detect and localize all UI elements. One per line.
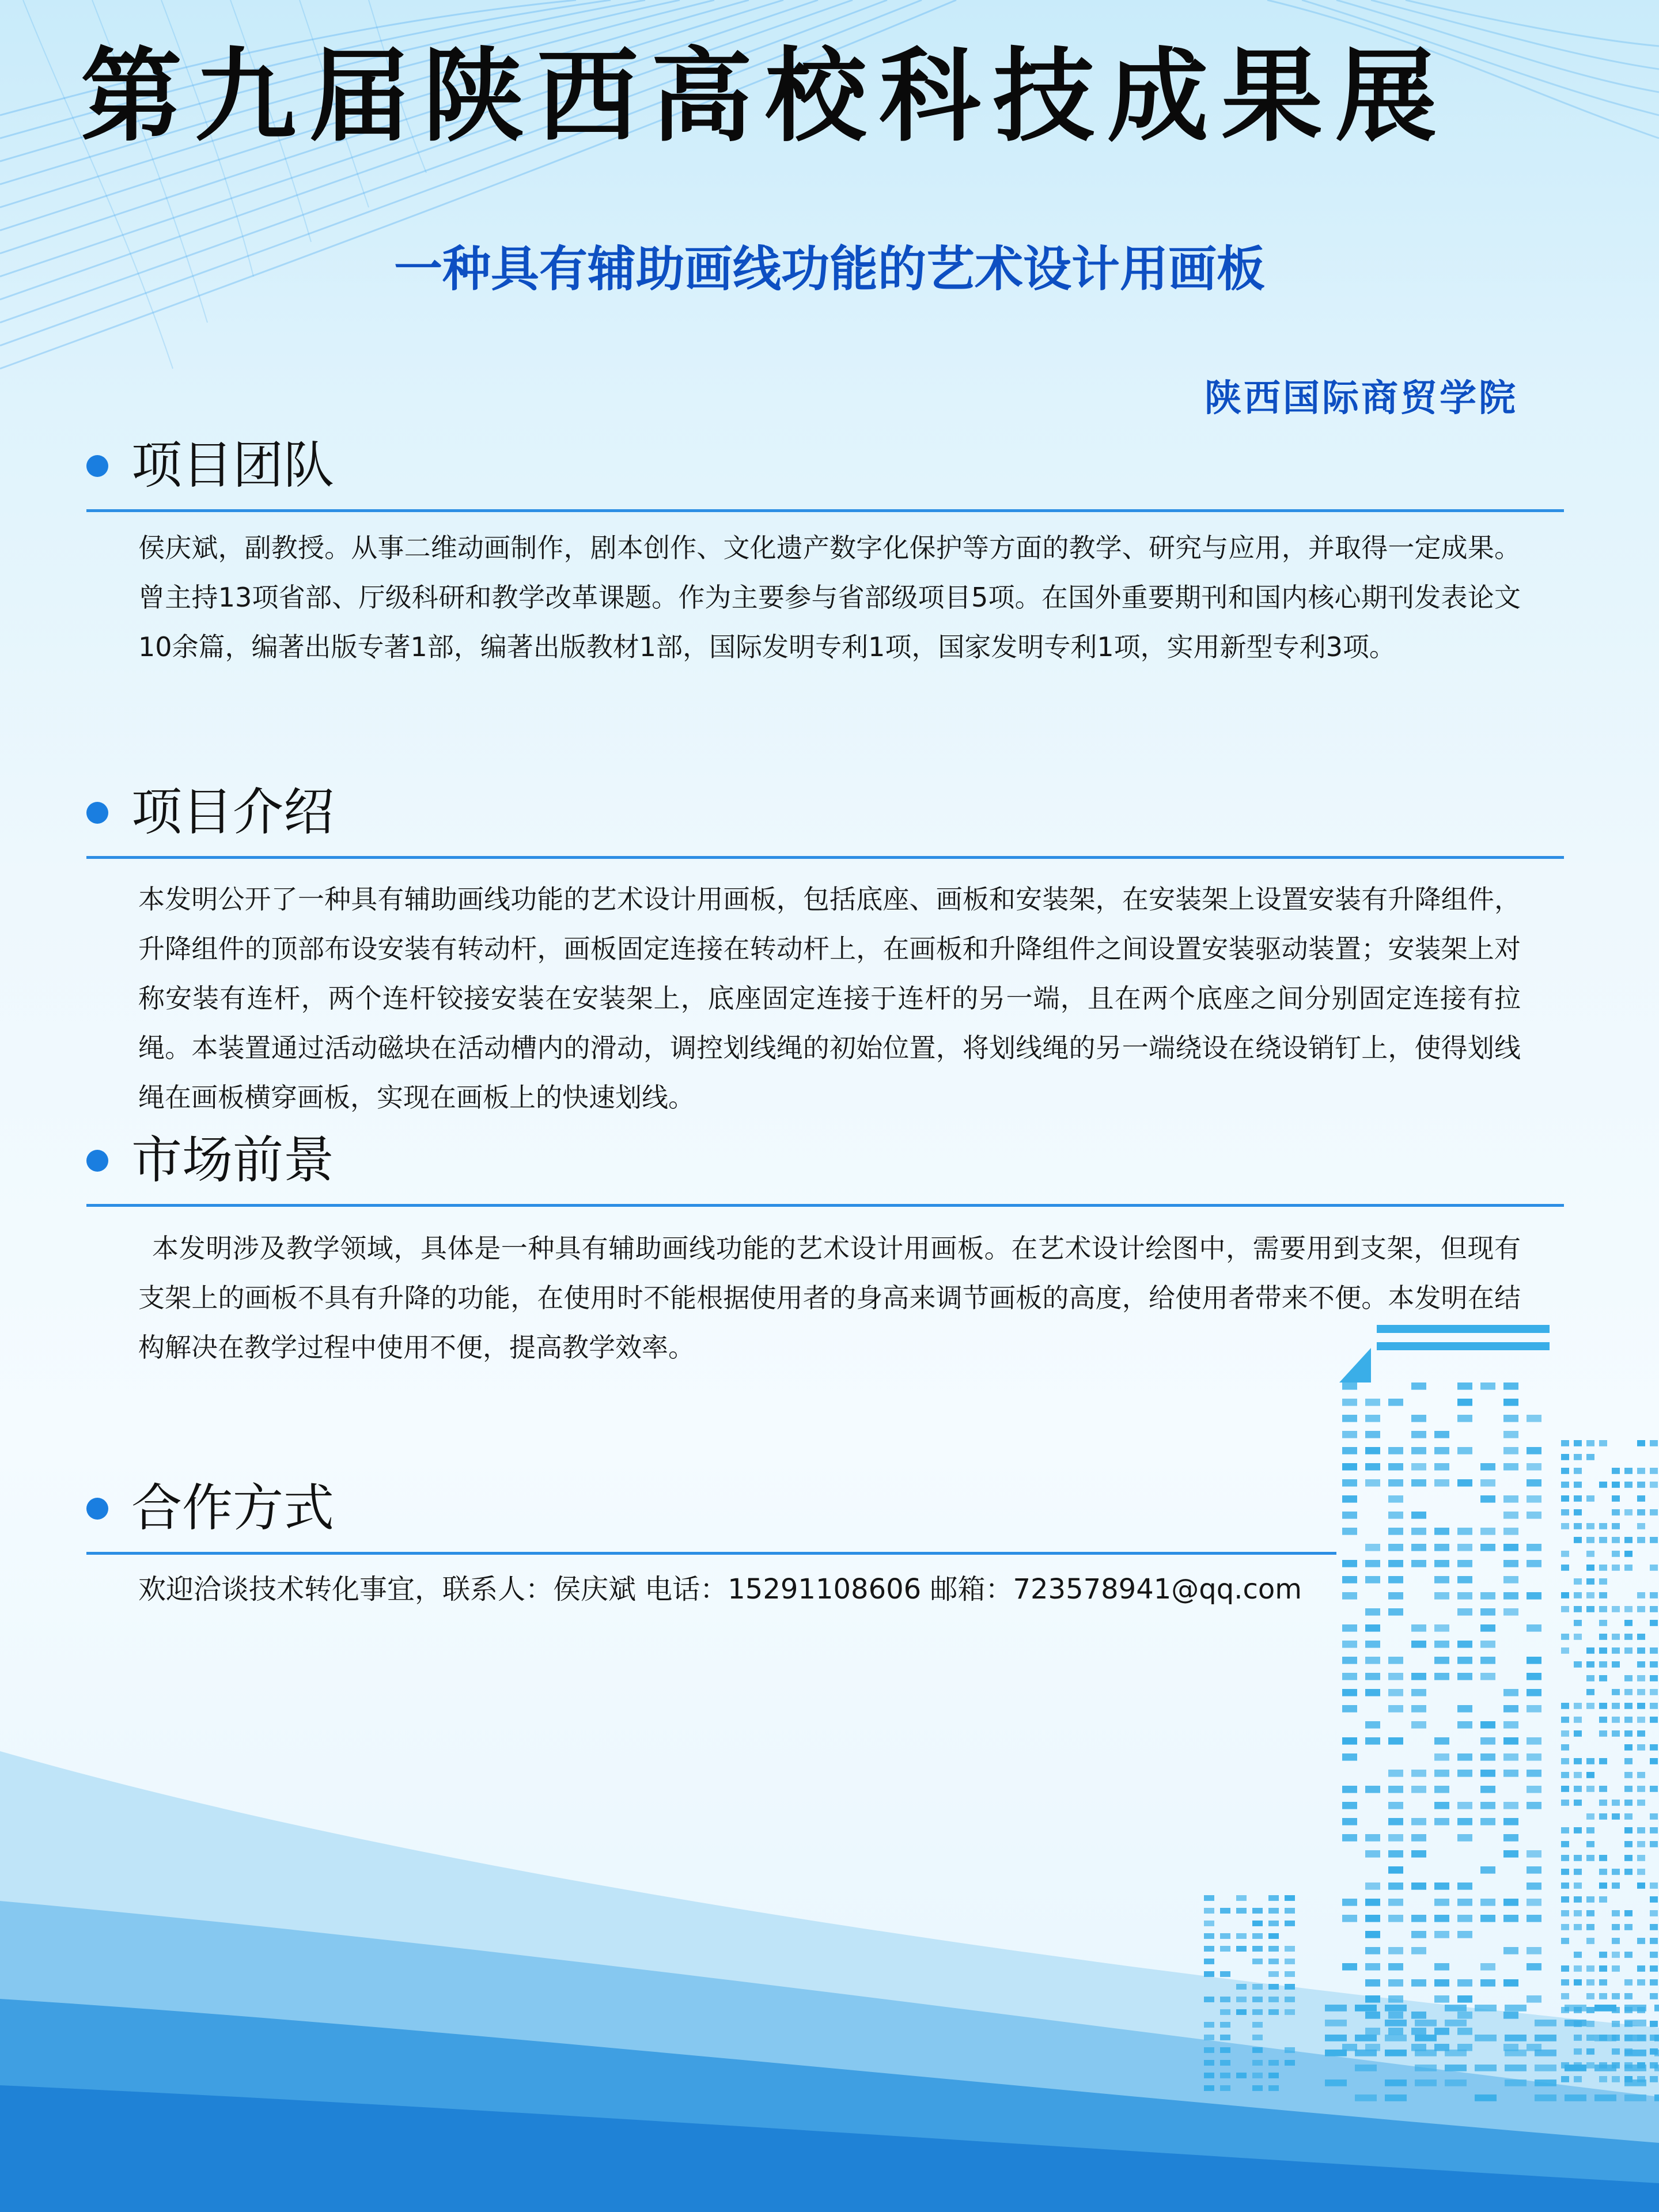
intro-description: 本发明公开了一种具有辅助画线功能的艺术设计用画板，包括底座、画板和安装架，在安装架上设置安装有升降组件，升降组件的顶部布设安装有转动杆，画板固定连接在转动杆上，在画板和升降组件之间设置安装驱动装置；安装架上对称安装有连杆，两个连杆铰接安装在安装架上，底座固定连接于连杆的另一端，且在两个底座之间分别固定连接有拉绳。本装置通过活动磁块在活动槽内的滑动，调控划线绳的初始位置，将划线绳的另一端绕设在绕设销钉上，使得划线绳在画板横穿画板，实现在画板上的快速划线。 (138, 884, 1521, 1113)
section-heading-cooperation: 合作方式 (131, 1478, 335, 1537)
section-bullet-icon (86, 455, 108, 477)
exhibition-title: 第九届陕西高校科技成果展 (81, 36, 1450, 156)
market-description: 本发明涉及教学领域，具体是一种具有辅助画线功能的艺术设计用画板。在艺术设计绘图中，需要用到支架，但现有支架上的画板不具有升降的功能，在使用时不能根据使用者的身高来调节画板的高度，给使用者带来不便。本发明在结构解决在教学过程中使用不便，提高教学效率。 (138, 1233, 1521, 1363)
section-bullet-icon (86, 802, 108, 824)
section-divider (86, 1204, 1564, 1207)
section-heading-intro: 项目介绍 (131, 782, 335, 842)
city-building-icon (1204, 1325, 1659, 2101)
section-bullet-icon (86, 1498, 108, 1520)
section-heading-market: 市场前景 (131, 1130, 335, 1190)
team-description: 侯庆斌，副教授。从事二维动画制作，剧本创作、文化遗产数字化保护等方面的教学、研究与应用，并取得一定成果。曾主持13项省部、厅级科研和教学改革课题。作为主要参与省部级项目5项。在国外重要期刊和国内核心期刊发表论文10余篇，编著出版专著1部，编著出版教材1部，国际发明专利1项，国家发明专利1项，实用新型专利3项。 (138, 532, 1521, 662)
section-divider (86, 856, 1564, 859)
section-heading-team: 项目团队 (131, 435, 335, 495)
project-title: 一种具有辅助画线功能的艺术设计用画板 (393, 241, 1265, 297)
institution-name: 陕西国际商贸学院 (1205, 377, 1518, 420)
section-divider (86, 1552, 1336, 1555)
contact-info: 欢迎洽谈技术转化事宜，联系人：侯庆斌 电话：15291108606 邮箱：723578941@qq.com (138, 1573, 1302, 1605)
section-bullet-icon (86, 1150, 108, 1172)
section-divider (86, 509, 1564, 512)
